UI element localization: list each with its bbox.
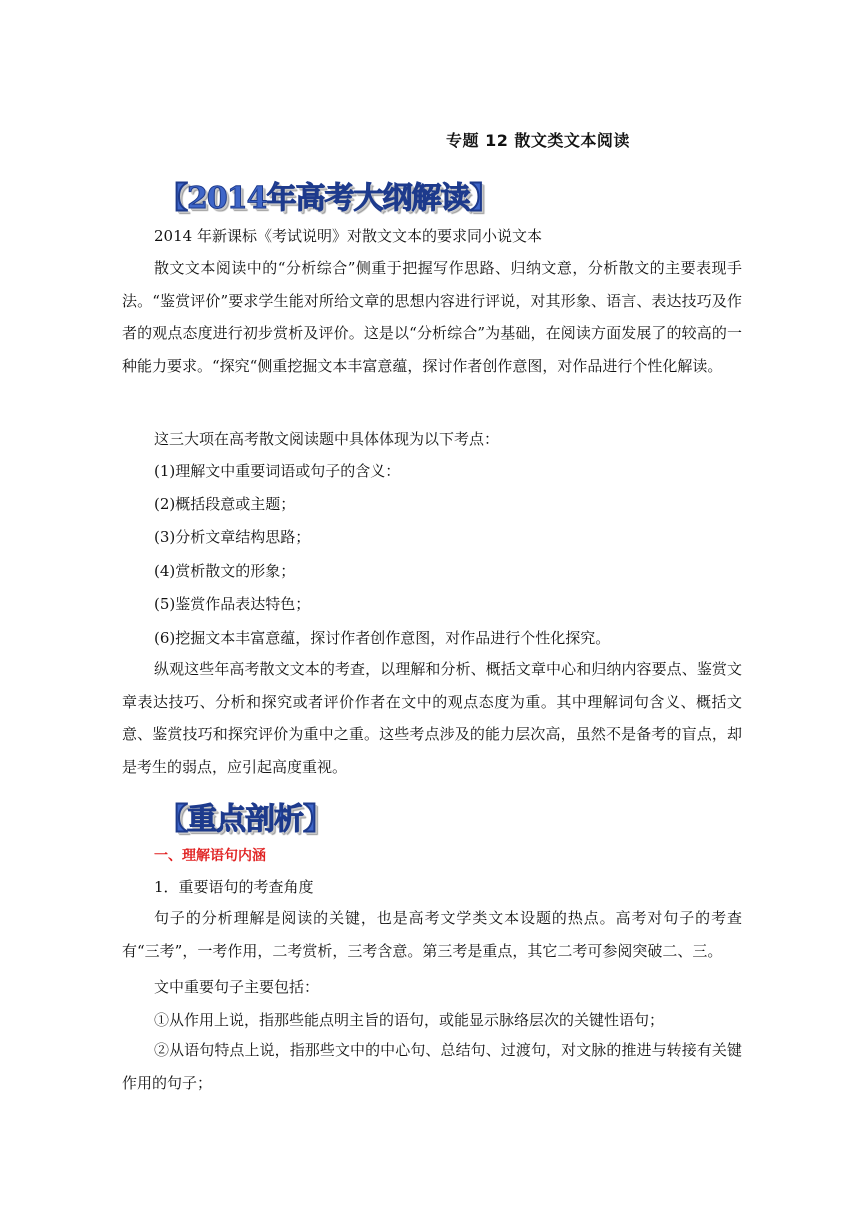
section-heading: 一、理解语句内涵	[154, 848, 266, 864]
point-4: (4)赏析散文的形象；	[154, 562, 296, 580]
intro-line: 2014 年新课标《考试说明》对散文文本的要求同小说文本	[154, 227, 542, 245]
document-title: 专题 12 散文类文本阅读	[446, 131, 630, 150]
summary-paragraph: 纵观这些年高考散文文本的考查，以理解和分析、概括文章中心和归纳内容要点、鉴赏文章表达技巧、分析和探究或者评价作者在文中的观点态度为重。其中理解词句含义、概括文意、鉴赏技巧和探究评价为重中之重。这些考点涉及的能力层次高，虽然不是备考的盲点，却是考生的弱点，应引起高度重视。	[122, 660, 742, 776]
list-item-2: ②从语句特点上说，指那些文中的中心句、总结句、过渡句，对文脉的推进与转接有关键作用的句子；	[122, 1041, 742, 1092]
subheading-1: 1．重要语句的考查角度	[154, 878, 314, 896]
point-5: (5)鉴赏作品表达特色；	[154, 595, 311, 613]
point-6: (6)挖掘文本丰富意蕴，探讨作者创作意图，对作品进行个性化探究。	[154, 629, 611, 647]
point-3: (3)分析文章结构思路；	[154, 528, 311, 546]
point-2: (2)概括段意或主题；	[154, 495, 296, 513]
analysis-paragraph: 散文文本阅读中的“分析综合”侧重于把握写作思路、归纳文意，分析散文的主要表现手法。“鉴赏评价”要求学生能对所给文章的思想内容进行评说，对其形象、语言、表达技巧及作者的观点态度进行初步赏析及评价。这是以“分析综合”为基础，在阅读方面发展了的较高的一种能力要求。“探究“侧重挖掘文本丰富意蕴，探讨作者创作意图，对作品进行个性化解读。	[122, 259, 742, 375]
sentence-paragraph: 句子的分析理解是阅读的关键，也是高考文学类文本设题的热点。高考对句子的考查有“三考”，一考作用，二考赏析，三考含意。第三考是重点，其它二考可参阅突破二、三。	[122, 909, 742, 960]
key-analysis-banner: 【重点剖析】	[158, 802, 332, 837]
exam-outline-banner: 【2014年高考大纲解读】	[158, 181, 499, 216]
point-1: (1)理解文中重要词语或句子的含义：	[154, 462, 401, 480]
points-intro: 这三大项在高考散文阅读题中具体体现为以下考点：	[154, 430, 500, 448]
subheading-2: 文中重要句子主要包括：	[154, 978, 320, 996]
list-item-1: ①从作用上说，指那些能点明主旨的语句，或能显示脉络层次的关键性语句；	[154, 1011, 665, 1029]
